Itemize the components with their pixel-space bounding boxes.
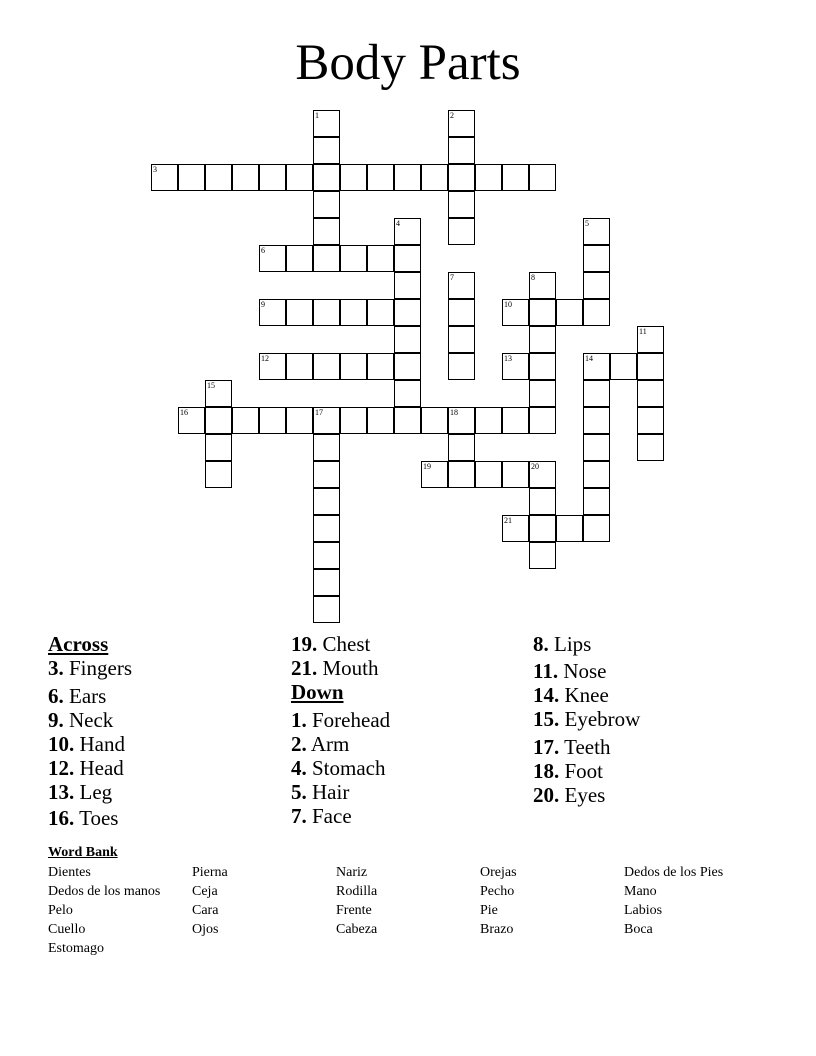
grid-cell[interactable]: [394, 353, 421, 380]
clue-item: [48, 656, 132, 684]
clue-number-label: 4.: [291, 756, 307, 780]
grid-cell[interactable]: [637, 407, 664, 434]
clue-text: Lips: [548, 632, 592, 656]
word-bank-item: Cabeza: [336, 922, 378, 937]
clue-number: 14: [585, 354, 593, 363]
word-bank-item: Labios: [624, 903, 663, 918]
clue-text: Knee: [559, 683, 609, 707]
clue-item: [48, 780, 132, 806]
word-bank-item: Estomago: [48, 941, 104, 956]
clue-text: Mouth: [317, 656, 379, 680]
clue-text: Foot: [559, 759, 604, 783]
grid-cell[interactable]: [313, 461, 340, 488]
grid-cell[interactable]: [394, 164, 421, 191]
grid-cell[interactable]: [448, 191, 475, 218]
grid-cell[interactable]: [448, 461, 475, 488]
clue-text: Nose: [558, 659, 607, 683]
grid-cell[interactable]: [259, 353, 286, 380]
clue-text: Face: [306, 804, 352, 828]
clue-number: 18: [450, 408, 458, 417]
grid-cell[interactable]: [583, 488, 610, 515]
grid-cell[interactable]: [502, 353, 529, 380]
down-heading: Down: [291, 680, 344, 704]
clue-number: 9: [261, 300, 265, 309]
clue-number: 6: [261, 246, 265, 255]
grid-cell[interactable]: [637, 353, 664, 380]
grid-cell[interactable]: [529, 380, 556, 407]
grid-cell[interactable]: [448, 407, 475, 434]
grid-cell[interactable]: [313, 569, 340, 596]
grid-cell[interactable]: [313, 542, 340, 569]
clue-number: 3: [153, 165, 157, 174]
grid-cell[interactable]: [286, 164, 313, 191]
grid-cell[interactable]: [313, 245, 340, 272]
clue-item: [48, 732, 132, 756]
grid-cell[interactable]: [394, 218, 421, 245]
clue-number-label: 3.: [48, 656, 64, 680]
grid-cell[interactable]: [340, 299, 367, 326]
word-bank-item: Ceja: [192, 884, 218, 899]
grid-cell[interactable]: [286, 299, 313, 326]
clue-text: Teeth: [559, 735, 611, 759]
clue-text: Ears: [63, 684, 107, 708]
clue-number: 21: [504, 516, 512, 525]
grid-cell[interactable]: [583, 245, 610, 272]
word-bank-item: Ojos: [192, 922, 219, 937]
word-bank-title: Word Bank: [48, 845, 118, 860]
word-bank-item: Mano: [624, 884, 657, 899]
clue-number-label: 7.: [291, 804, 307, 828]
grid-cell[interactable]: [259, 164, 286, 191]
clue-text: Eyes: [559, 783, 606, 807]
grid-cell[interactable]: [394, 407, 421, 434]
grid-cell[interactable]: [313, 191, 340, 218]
grid-cell[interactable]: [313, 137, 340, 164]
clue-number: 11: [639, 327, 647, 336]
clue-text: Hair: [306, 780, 350, 804]
grid-cell[interactable]: [394, 380, 421, 407]
clue-item: [291, 656, 390, 680]
clue-number-label: 1.: [291, 708, 307, 732]
grid-cell[interactable]: [286, 245, 313, 272]
grid-cell[interactable]: [556, 299, 583, 326]
word-bank-item: Dientes: [48, 865, 91, 880]
word-bank-item: Nariz: [336, 865, 368, 880]
clue-number: 7: [450, 273, 454, 282]
grid-cell[interactable]: [448, 164, 475, 191]
grid-cell[interactable]: [529, 164, 556, 191]
grid-cell[interactable]: [205, 434, 232, 461]
grid-cell[interactable]: [205, 380, 232, 407]
grid-cell[interactable]: [448, 137, 475, 164]
clue-text: Forehead: [306, 708, 391, 732]
clue-text: Fingers: [63, 656, 132, 680]
clue-text: Arm: [306, 732, 350, 756]
grid-cell[interactable]: [475, 164, 502, 191]
grid-cell[interactable]: [556, 515, 583, 542]
word-bank-item: Brazo: [480, 922, 514, 937]
grid-cell[interactable]: [178, 164, 205, 191]
grid-cell[interactable]: [313, 434, 340, 461]
grid-cell[interactable]: [313, 353, 340, 380]
grid-cell[interactable]: [205, 461, 232, 488]
grid-cell[interactable]: [394, 326, 421, 353]
grid-cell[interactable]: [286, 407, 313, 434]
across-heading: Across: [48, 632, 109, 656]
grid-cell[interactable]: [610, 353, 637, 380]
clue-column-3: [533, 632, 640, 807]
clue-item: [533, 632, 640, 659]
grid-cell[interactable]: [367, 164, 394, 191]
grid-cell[interactable]: [502, 515, 529, 542]
grid-cell[interactable]: [313, 164, 340, 191]
grid-cell[interactable]: [232, 164, 259, 191]
clue-item: [533, 659, 640, 683]
clue-number-label: 12.: [48, 756, 75, 780]
clue-number-label: 14.: [533, 683, 560, 707]
clue-column-1: [48, 632, 132, 830]
page-title: Body Parts: [295, 35, 521, 91]
grid-cell[interactable]: [394, 245, 421, 272]
clue-number-label: 5.: [291, 780, 307, 804]
clue-number: 8: [531, 273, 535, 282]
clue-item: [533, 707, 640, 735]
clue-number-label: 15.: [533, 707, 560, 731]
grid-cell[interactable]: [502, 164, 529, 191]
grid-cell[interactable]: [475, 407, 502, 434]
grid-cell[interactable]: [286, 353, 313, 380]
grid-cell[interactable]: [502, 461, 529, 488]
grid-cell[interactable]: [151, 164, 178, 191]
clue-text: Toes: [74, 806, 119, 830]
clue-number-label: 13.: [48, 780, 75, 804]
grid-cell[interactable]: [394, 299, 421, 326]
grid-cell[interactable]: [205, 164, 232, 191]
clue-item: [533, 759, 640, 783]
grid-cell[interactable]: [583, 353, 610, 380]
grid-cell[interactable]: [502, 407, 529, 434]
grid-cell[interactable]: [448, 434, 475, 461]
clue-number-label: 20.: [533, 783, 560, 807]
grid-cell[interactable]: [448, 218, 475, 245]
clue-number: 4: [396, 219, 400, 228]
clue-text: Leg: [74, 780, 113, 804]
grid-cell[interactable]: [421, 407, 448, 434]
clue-item: [48, 708, 132, 732]
grid-cell[interactable]: [475, 461, 502, 488]
grid-cell[interactable]: [421, 461, 448, 488]
clue-text: Hand: [74, 732, 125, 756]
grid-cell[interactable]: [529, 461, 556, 488]
clue-number-label: 2.: [291, 732, 307, 756]
word-bank-item: Pie: [480, 903, 498, 918]
clue-number: 1: [315, 111, 319, 120]
grid-cell[interactable]: [367, 353, 394, 380]
clue-number-label: 19.: [291, 632, 318, 656]
clue-number: 16: [180, 408, 188, 417]
clue-number-label: 10.: [48, 732, 75, 756]
grid-cell[interactable]: [502, 299, 529, 326]
grid-cell[interactable]: [583, 272, 610, 299]
word-bank-item: Rodilla: [336, 884, 378, 899]
clue-number: 5: [585, 219, 589, 228]
grid-cell[interactable]: [583, 515, 610, 542]
grid-cell[interactable]: [367, 407, 394, 434]
grid-cell[interactable]: [637, 380, 664, 407]
grid-cell[interactable]: [421, 164, 448, 191]
grid-cell[interactable]: [205, 407, 232, 434]
grid-cell[interactable]: [340, 353, 367, 380]
clue-number-label: 9.: [48, 708, 64, 732]
grid-cell[interactable]: [448, 353, 475, 380]
grid-cell[interactable]: [448, 326, 475, 353]
clue-item: [291, 780, 390, 804]
clue-item: [48, 684, 132, 708]
grid-cell[interactable]: [448, 272, 475, 299]
clue-item: [533, 783, 640, 807]
grid-cell[interactable]: [313, 218, 340, 245]
grid-cell[interactable]: [340, 407, 367, 434]
clue-item: [291, 804, 390, 828]
word-bank-item: Pelo: [48, 903, 73, 918]
grid-cell[interactable]: [313, 110, 340, 137]
word-bank-item: Dedos de los manos: [48, 884, 161, 899]
word-bank-item: Frente: [336, 903, 372, 918]
grid-cell[interactable]: [313, 488, 340, 515]
clue-number: 17: [315, 408, 323, 417]
grid-cell[interactable]: [583, 407, 610, 434]
grid-cell[interactable]: [259, 245, 286, 272]
clue-item: [291, 756, 390, 780]
word-bank-item: Pecho: [480, 884, 515, 899]
clue-text: Stomach: [306, 756, 386, 780]
grid-cell[interactable]: [529, 515, 556, 542]
grid-cell[interactable]: [340, 164, 367, 191]
clue-number-label: 16.: [48, 806, 75, 830]
grid-cell[interactable]: [313, 299, 340, 326]
clue-item: [291, 632, 390, 656]
grid-cell[interactable]: [583, 380, 610, 407]
grid-cell[interactable]: [448, 299, 475, 326]
word-bank-item: Orejas: [480, 865, 517, 880]
clue-number-label: 8.: [533, 632, 549, 656]
grid-cell[interactable]: [232, 407, 259, 434]
clue-item: [533, 735, 640, 759]
clue-number: 13: [504, 354, 512, 363]
grid-cell[interactable]: [529, 353, 556, 380]
grid-cell[interactable]: [367, 245, 394, 272]
grid-cell[interactable]: [340, 245, 367, 272]
grid-cell[interactable]: [313, 515, 340, 542]
clue-number: 20: [531, 462, 539, 471]
grid-cell[interactable]: [448, 110, 475, 137]
clue-text: Neck: [63, 708, 114, 732]
clue-text: Head: [74, 756, 124, 780]
clue-number-label: 6.: [48, 684, 64, 708]
grid-cell[interactable]: [583, 218, 610, 245]
clue-number: 10: [504, 300, 512, 309]
grid-cell[interactable]: [637, 434, 664, 461]
word-bank-item: Pierna: [192, 865, 228, 880]
clue-item: [48, 806, 132, 830]
grid-cell[interactable]: [529, 407, 556, 434]
clue-column-2: [291, 632, 390, 828]
grid-cell[interactable]: [313, 407, 340, 434]
word-bank-item: Cuello: [48, 922, 86, 937]
word-bank-item: Boca: [624, 922, 653, 937]
grid-cell[interactable]: [178, 407, 205, 434]
clue-item: [291, 732, 390, 756]
clue-number-label: 11.: [533, 659, 559, 683]
grid-cell[interactable]: [529, 272, 556, 299]
grid-cell[interactable]: [259, 299, 286, 326]
grid-cell[interactable]: [313, 596, 340, 623]
clue-text: Eyebrow: [559, 707, 641, 731]
word-bank-item: Cara: [192, 903, 219, 918]
clue-item: [533, 683, 640, 707]
clue-number: 12: [261, 354, 269, 363]
clue-number: 15: [207, 381, 215, 390]
clue-item: [48, 756, 132, 780]
clue-item: [291, 708, 390, 732]
clue-number-label: 17.: [533, 735, 560, 759]
grid-cell[interactable]: [394, 272, 421, 299]
grid-cell[interactable]: [583, 299, 610, 326]
word-bank-item: Dedos de los Pies: [624, 865, 724, 880]
grid-cell[interactable]: [583, 461, 610, 488]
grid-cell[interactable]: [367, 299, 394, 326]
grid-cell[interactable]: [529, 299, 556, 326]
grid-cell[interactable]: [529, 542, 556, 569]
grid-cell[interactable]: [529, 326, 556, 353]
grid-cell[interactable]: [529, 488, 556, 515]
grid-cell[interactable]: [637, 326, 664, 353]
clue-number-label: 18.: [533, 759, 560, 783]
clue-number-label: 21.: [291, 656, 318, 680]
clue-number: 19: [423, 462, 431, 471]
clue-number: 2: [450, 111, 454, 120]
clue-text: Chest: [317, 632, 371, 656]
grid-cell[interactable]: [259, 407, 286, 434]
grid-cell[interactable]: [583, 434, 610, 461]
